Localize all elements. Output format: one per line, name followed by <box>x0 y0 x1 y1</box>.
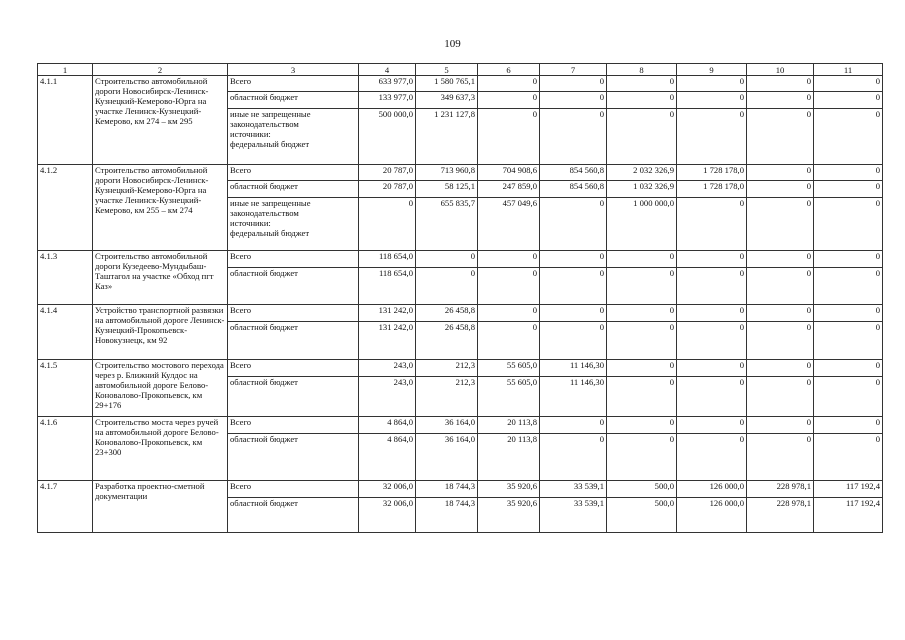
amount-cell: 0 <box>607 92 677 109</box>
column-header: 6 <box>478 64 540 76</box>
amount-cell: 0 <box>814 322 883 360</box>
amount-cell: 131 242,0 <box>359 305 416 322</box>
funding-source-line: областной бюджет <box>230 498 298 508</box>
column-header: 1 <box>38 64 93 76</box>
amount-cell: 1 032 326,9 <box>607 181 677 198</box>
funding-source-line: областной бюджет <box>230 377 298 387</box>
funding-source-line: Всего <box>230 417 252 427</box>
amount-cell: 0 <box>607 305 677 322</box>
item-name: Строительство автомобильной дороги Новосибирск-Ленинск-Кузнецкий-Кемерово-Юрга на участке Ленинск-Кузнецкий-Кемерово, км 274 – км 295 <box>93 76 228 165</box>
amount-cell: 55 605,0 <box>478 360 540 377</box>
amount-cell: 243,0 <box>359 360 416 377</box>
amount-cell: 33 539,1 <box>540 481 607 498</box>
amount-cell: 0 <box>607 417 677 434</box>
amount-cell: 0 <box>607 251 677 268</box>
funding-source-line: Всего <box>230 251 252 261</box>
amount-cell: 0 <box>747 434 814 481</box>
funding-source-line: источники: <box>230 129 271 139</box>
amount-cell: 0 <box>677 377 747 417</box>
column-header: 11 <box>814 64 883 76</box>
amount-cell: 18 744,3 <box>416 481 478 498</box>
budget-table <box>37 63 883 533</box>
amount-cell: 228 978,1 <box>747 498 814 533</box>
amount-cell: 0 <box>540 109 607 165</box>
table-row <box>38 165 883 181</box>
amount-cell: 0 <box>607 434 677 481</box>
column-header: 8 <box>607 64 677 76</box>
funding-source-line: Всего <box>230 165 252 175</box>
funding-source-line: Всего <box>230 76 252 86</box>
amount-cell: 0 <box>814 92 883 109</box>
funding-source-line: областной бюджет <box>230 268 298 278</box>
amount-cell: 0 <box>540 251 607 268</box>
amount-cell: 500 000,0 <box>359 109 416 165</box>
amount-cell: 1 728 178,0 <box>677 181 747 198</box>
amount-cell: 0 <box>747 165 814 181</box>
funding-source <box>228 417 359 434</box>
amount-cell: 1 231 127,8 <box>416 109 478 165</box>
item-code: 4.1.4 <box>38 305 93 360</box>
funding-source <box>228 268 359 305</box>
amount-cell: 0 <box>814 181 883 198</box>
amount-cell: 11 146,30 <box>540 360 607 377</box>
amount-cell: 0 <box>478 305 540 322</box>
amount-cell: 0 <box>478 322 540 360</box>
table-row <box>38 76 883 92</box>
funding-source-line: Всего <box>230 360 252 370</box>
table-row <box>38 481 883 498</box>
amount-cell: 133 977,0 <box>359 92 416 109</box>
item-name: Разработка проектно-сметной документации <box>93 481 228 533</box>
amount-cell: 0 <box>677 305 747 322</box>
column-header: 2 <box>93 64 228 76</box>
amount-cell: 0 <box>814 251 883 268</box>
amount-cell: 55 605,0 <box>478 377 540 417</box>
funding-source <box>228 181 359 198</box>
funding-source-line: областной бюджет <box>230 181 298 191</box>
amount-cell: 32 006,0 <box>359 481 416 498</box>
funding-source <box>228 109 359 165</box>
amount-cell: 26 458,8 <box>416 305 478 322</box>
item-name: Строительство автомобильной дороги Кузедеево-Мундыбаш-Таштагол на участке «Обход пгт Каз» <box>93 251 228 305</box>
column-header: 9 <box>677 64 747 76</box>
amount-cell: 0 <box>359 198 416 251</box>
amount-cell: 36 164,0 <box>416 434 478 481</box>
amount-cell: 0 <box>677 251 747 268</box>
amount-cell: 4 864,0 <box>359 417 416 434</box>
amount-cell: 0 <box>747 268 814 305</box>
amount-cell: 0 <box>416 268 478 305</box>
funding-source-line: законодательством <box>230 119 299 129</box>
amount-cell: 500,0 <box>607 498 677 533</box>
item-code: 4.1.1 <box>38 76 93 165</box>
amount-cell: 655 835,7 <box>416 198 478 251</box>
amount-cell: 0 <box>540 417 607 434</box>
amount-cell: 0 <box>677 322 747 360</box>
amount-cell: 0 <box>607 360 677 377</box>
amount-cell: 500,0 <box>607 481 677 498</box>
amount-cell: 0 <box>540 92 607 109</box>
amount-cell: 18 744,3 <box>416 498 478 533</box>
table-row <box>38 305 883 322</box>
amount-cell: 247 859,0 <box>478 181 540 198</box>
amount-cell: 704 908,6 <box>478 165 540 181</box>
amount-cell: 33 539,1 <box>540 498 607 533</box>
amount-cell: 0 <box>747 251 814 268</box>
amount-cell: 0 <box>607 109 677 165</box>
amount-cell: 0 <box>814 305 883 322</box>
column-header: 10 <box>747 64 814 76</box>
amount-cell: 20 787,0 <box>359 181 416 198</box>
item-code: 4.1.6 <box>38 417 93 481</box>
funding-source-line: федеральный бюджет <box>230 139 310 149</box>
amount-cell: 0 <box>747 305 814 322</box>
amount-cell: 0 <box>814 360 883 377</box>
amount-cell: 0 <box>747 377 814 417</box>
funding-source <box>228 377 359 417</box>
column-number-row <box>38 64 883 76</box>
amount-cell: 633 977,0 <box>359 76 416 92</box>
amount-cell: 0 <box>814 165 883 181</box>
amount-cell: 0 <box>540 76 607 92</box>
amount-cell: 0 <box>747 322 814 360</box>
amount-cell: 0 <box>677 434 747 481</box>
funding-source <box>228 165 359 181</box>
amount-cell: 0 <box>677 92 747 109</box>
funding-source-line: иные не запрещенные <box>230 109 311 119</box>
amount-cell: 0 <box>747 417 814 434</box>
amount-cell: 349 637,3 <box>416 92 478 109</box>
amount-cell: 0 <box>607 377 677 417</box>
funding-source-line: Всего <box>230 305 252 315</box>
amount-cell: 0 <box>540 322 607 360</box>
item-code: 4.1.5 <box>38 360 93 417</box>
amount-cell: 0 <box>416 251 478 268</box>
amount-cell: 0 <box>540 305 607 322</box>
funding-source <box>228 322 359 360</box>
amount-cell: 2 032 326,9 <box>607 165 677 181</box>
amount-cell: 36 164,0 <box>416 417 478 434</box>
amount-cell: 0 <box>814 268 883 305</box>
item-name: Строительство автомобильной дороги Новосибирск-Ленинск-Кузнецкий-Кемерово-Юрга на участке Ленинск-Кузнецкий-Кемерово, км 255 – км 274 <box>93 165 228 251</box>
amount-cell: 0 <box>814 109 883 165</box>
amount-cell: 58 125,1 <box>416 181 478 198</box>
amount-cell: 0 <box>540 268 607 305</box>
funding-source <box>228 360 359 377</box>
amount-cell: 35 920,6 <box>478 498 540 533</box>
amount-cell: 131 242,0 <box>359 322 416 360</box>
amount-cell: 0 <box>747 198 814 251</box>
amount-cell: 1 728 178,0 <box>677 165 747 181</box>
amount-cell: 20 113,8 <box>478 417 540 434</box>
amount-cell: 0 <box>814 76 883 92</box>
amount-cell: 0 <box>677 109 747 165</box>
amount-cell: 1 000 000,0 <box>607 198 677 251</box>
amount-cell: 35 920,6 <box>478 481 540 498</box>
amount-cell: 212,3 <box>416 377 478 417</box>
column-header: 4 <box>359 64 416 76</box>
page-number: 109 <box>444 38 461 50</box>
amount-cell: 0 <box>540 198 607 251</box>
amount-cell: 854 560,8 <box>540 165 607 181</box>
amount-cell: 0 <box>677 198 747 251</box>
funding-source-line: областной бюджет <box>230 434 298 444</box>
funding-source-line: федеральный бюджет <box>230 228 310 238</box>
funding-source <box>228 434 359 481</box>
column-header: 7 <box>540 64 607 76</box>
item-name: Строительство моста через ручей на автомобильной дороге Белово-Коновалово-Прокопьевск, км 23+300 <box>93 417 228 481</box>
amount-cell: 713 960,8 <box>416 165 478 181</box>
amount-cell: 118 654,0 <box>359 251 416 268</box>
item-name: Устройство транспортной развязки на автомобильной дороге Ленинск-Кузнецкий-Прокопьевск-Новокузнецк, км 92 <box>93 305 228 360</box>
amount-cell: 11 146,30 <box>540 377 607 417</box>
funding-source <box>228 92 359 109</box>
amount-cell: 126 000,0 <box>677 481 747 498</box>
amount-cell: 0 <box>747 181 814 198</box>
amount-cell: 0 <box>747 109 814 165</box>
funding-source <box>228 76 359 92</box>
amount-cell: 0 <box>478 251 540 268</box>
item-code: 4.1.3 <box>38 251 93 305</box>
table-row <box>38 360 883 377</box>
table-row <box>38 417 883 434</box>
funding-source <box>228 498 359 533</box>
funding-source-line: законодательством <box>230 208 299 218</box>
amount-cell: 0 <box>814 198 883 251</box>
amount-cell: 243,0 <box>359 377 416 417</box>
amount-cell: 0 <box>478 268 540 305</box>
amount-cell: 0 <box>814 417 883 434</box>
table-row <box>38 251 883 268</box>
amount-cell: 0 <box>478 92 540 109</box>
column-header: 3 <box>228 64 359 76</box>
funding-source-line: областной бюджет <box>230 322 298 332</box>
amount-cell: 0 <box>677 268 747 305</box>
item-code: 4.1.2 <box>38 165 93 251</box>
amount-cell: 118 654,0 <box>359 268 416 305</box>
funding-source-line: источники: <box>230 218 271 228</box>
funding-source-line: Всего <box>230 481 252 491</box>
amount-cell: 26 458,8 <box>416 322 478 360</box>
amount-cell: 0 <box>747 360 814 377</box>
column-header: 5 <box>416 64 478 76</box>
amount-cell: 0 <box>607 268 677 305</box>
funding-source <box>228 305 359 322</box>
amount-cell: 0 <box>478 76 540 92</box>
amount-cell: 126 000,0 <box>677 498 747 533</box>
amount-cell: 0 <box>747 92 814 109</box>
item-name: Строительство мостового перехода через р. Ближний Кулдос на автомобильной дороге Белово-Коновалово-Прокопьевск, км 29+176 <box>93 360 228 417</box>
amount-cell: 228 978,1 <box>747 481 814 498</box>
amount-cell: 0 <box>677 417 747 434</box>
amount-cell: 212,3 <box>416 360 478 377</box>
amount-cell: 1 580 765,1 <box>416 76 478 92</box>
amount-cell: 20 113,8 <box>478 434 540 481</box>
funding-source-line: иные не запрещенные <box>230 198 311 208</box>
amount-cell: 0 <box>677 76 747 92</box>
amount-cell: 854 560,8 <box>540 181 607 198</box>
amount-cell: 32 006,0 <box>359 498 416 533</box>
funding-source <box>228 481 359 498</box>
amount-cell: 0 <box>814 434 883 481</box>
amount-cell: 117 192,4 <box>814 498 883 533</box>
amount-cell: 457 049,6 <box>478 198 540 251</box>
funding-source <box>228 251 359 268</box>
amount-cell: 0 <box>607 76 677 92</box>
amount-cell: 20 787,0 <box>359 165 416 181</box>
amount-cell: 117 192,4 <box>814 481 883 498</box>
amount-cell: 0 <box>607 322 677 360</box>
item-code: 4.1.7 <box>38 481 93 533</box>
amount-cell: 0 <box>478 109 540 165</box>
funding-source-line: областной бюджет <box>230 92 298 102</box>
funding-source <box>228 198 359 251</box>
amount-cell: 0 <box>747 76 814 92</box>
amount-cell: 0 <box>677 360 747 377</box>
amount-cell: 0 <box>814 377 883 417</box>
amount-cell: 0 <box>540 434 607 481</box>
amount-cell: 4 864,0 <box>359 434 416 481</box>
